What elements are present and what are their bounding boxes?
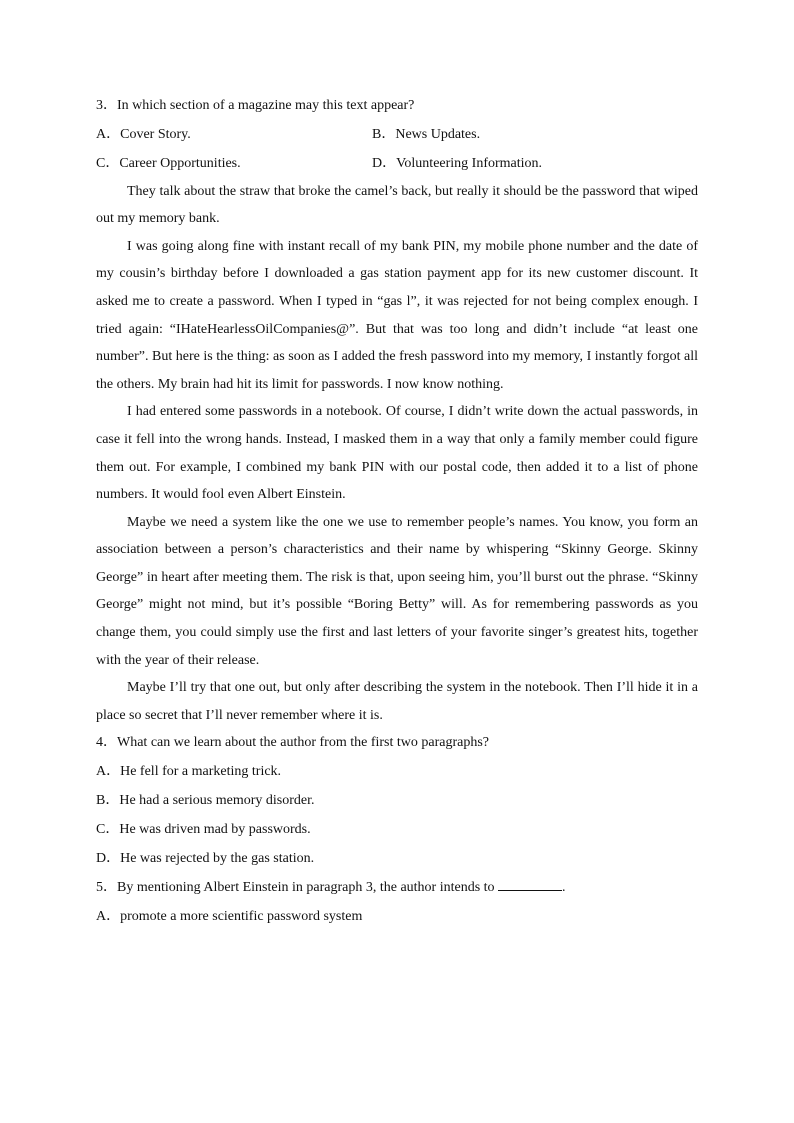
passage-paragraph-1: They talk about the straw that broke the camel’s back, but really it should be the password that wiped out my memory bank. xyxy=(96,183,698,227)
question-4-option-c: C．He was driven mad by passwords. xyxy=(96,822,311,838)
question-5-stem: 5．By mentioning Albert Einstein in paragraph 3, the author intends to xyxy=(96,880,495,896)
question-4-option-a: A．He fell for a marketing trick. xyxy=(96,764,282,780)
question-3-option-d: D．Volunteering Information. xyxy=(372,155,543,171)
question-4-option-b: B．He had a serious memory disorder. xyxy=(96,793,315,809)
question-5-end: . xyxy=(562,880,566,896)
passage-paragraph-5: Maybe I’ll try that one out, but only after describing the system in the notebook. Then I’ll hide it in a place so secret that I’ll never remember where it is. xyxy=(96,680,698,723)
passage-paragraph-3: I had entered some passwords in a notebook. Of course, I didn’t write down the actual passwords, in case it fell into the wrong hands. Instead, I masked them in a way that only a family member could figure them out. For example, I combined my bank PIN with our postal code, then added it to a list of phone numbers. It would fool even Albert Einstein. xyxy=(96,404,698,503)
question-3-options-row-1 xyxy=(96,121,698,149)
passage xyxy=(96,178,698,730)
question-4-stem: 4．What can we learn about the author from the first two paragraphs? xyxy=(96,735,490,751)
question-3-option-a: A．Cover Story. xyxy=(96,126,191,142)
question-5 xyxy=(96,874,698,902)
question-5-option-a: A．promote a more scientific password system xyxy=(96,909,363,925)
document-page xyxy=(96,92,698,931)
question-3-options-row-2 xyxy=(96,150,698,178)
question-4-option-d: D．He was rejected by the gas station. xyxy=(96,851,315,867)
question-3-option-b: B．News Updates. xyxy=(372,126,481,142)
passage-paragraph-2: I was going along fine with instant recall of my bank PIN, my mobile phone number and the date of my cousin’s birthday before I downloaded a gas station payment app for its new customer discount. It asked me to create a password. When I typed in “gas l”, it was rejected for not being complex enough. I tried again: “IHateHearlessOilCompanies@”. But that was too long and didn’t include “at least one number”. But here is the thing: as soon as I added the fresh password into my memory, I instantly forgot all the others. My brain had hit its limit for passwords. I now know nothing. xyxy=(96,238,698,392)
passage-paragraph-4: Maybe we need a system like the one we use to remember people’s names. You know, you form an association between a person’s characteristics and their name by whispering “Skinny George. Skinny George” in heart after meeting them. The risk is that, upon seeing him, you’ll burst out the phrase. “Skinny George” might not mind, but it’s possible “Boring Betty” will. As for remembering passwords as you change them, you could simply use the first and last letters of your favorite singer’s greatest hits, together with the year of their release. xyxy=(96,514,698,668)
question-3-stem: 3．In which section of a magazine may this text appear? xyxy=(96,98,415,113)
question-3-option-c: C．Career Opportunities. xyxy=(96,155,241,171)
answer-blank xyxy=(498,876,562,891)
